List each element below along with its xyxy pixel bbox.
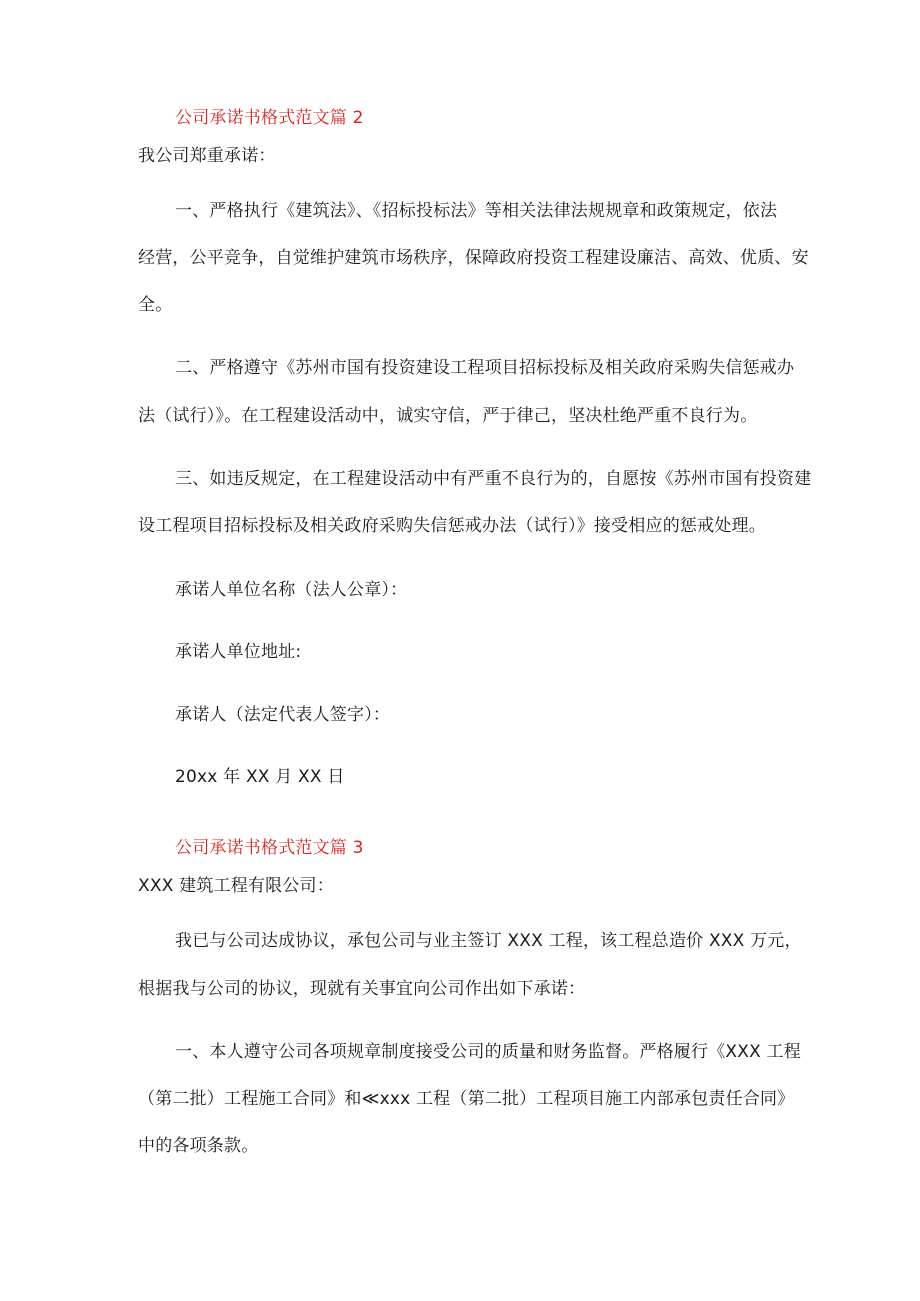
signature-unit-address: 承诺人单位地址: xyxy=(175,642,302,662)
section2-p1-line3: 全。 xyxy=(138,295,173,315)
section2-p3-line1: 三、如违反规定，在工程建设活动中有严重不良行为的，自愿按《苏州市国有投资建 xyxy=(175,469,812,489)
section2-p2-line1: 二、严格遵守《苏州市国有投资建设工程项目招标投标及相关政府采购失信惩戒办 xyxy=(175,358,795,378)
signature-unit-name: 承诺人单位名称（法人公章）： xyxy=(175,580,408,600)
section2-p1-line2: 经营，公平竞争，自觉维护建筑市场秩序，保障政府投资工程建设廉洁、高效、优质、安 xyxy=(138,248,809,268)
section2-heading: 公司承诺书格式范文篇 2 xyxy=(175,108,364,128)
section3-salutation: XXX 建筑工程有限公司： xyxy=(138,876,334,896)
section3-p2-line1: 一、本人遵守公司各项规章制度接受公司的质量和财务监督。严格履行《XXX 工程 xyxy=(175,1042,801,1062)
section3-p2-line2: （第二批）工程施工合同》和≪xxx 工程（第二批）工程项目施工内部承包责任合同》 xyxy=(138,1089,795,1109)
section3-p1-line2: 根据我与公司的协议，现就有关事宜向公司作出如下承诺： xyxy=(138,979,586,999)
section2-p2-line2: 法（试行）》。在工程建设活动中，诚实守信，严于律己，坚决杜绝严重不良行为。 xyxy=(138,406,758,426)
section3-heading: 公司承诺书格式范文篇 3 xyxy=(175,838,364,858)
section3-p1-line1: 我已与公司达成协议，承包公司与业主签订 XXX 工程，该工程总造价 XXX 万元， xyxy=(175,931,802,951)
section2-p1-line1: 一、严格执行《建筑法》、《招标投标法》等相关法律法规规章和政策规定，依法 xyxy=(175,201,778,221)
section2-p3-line2: 设工程项目招标投标及相关政府采购失信惩戒办法（试行）》接受相应的惩戒处理。 xyxy=(138,516,766,536)
signature-date: 20xx 年 XX 月 XX 日 xyxy=(175,767,345,787)
section3-p2-line3: 中的各项条款。 xyxy=(138,1136,259,1156)
signature-signer: 承诺人（法定代表人签字）： xyxy=(175,705,391,725)
section2-salutation: 我公司郑重承诺： xyxy=(138,146,276,166)
